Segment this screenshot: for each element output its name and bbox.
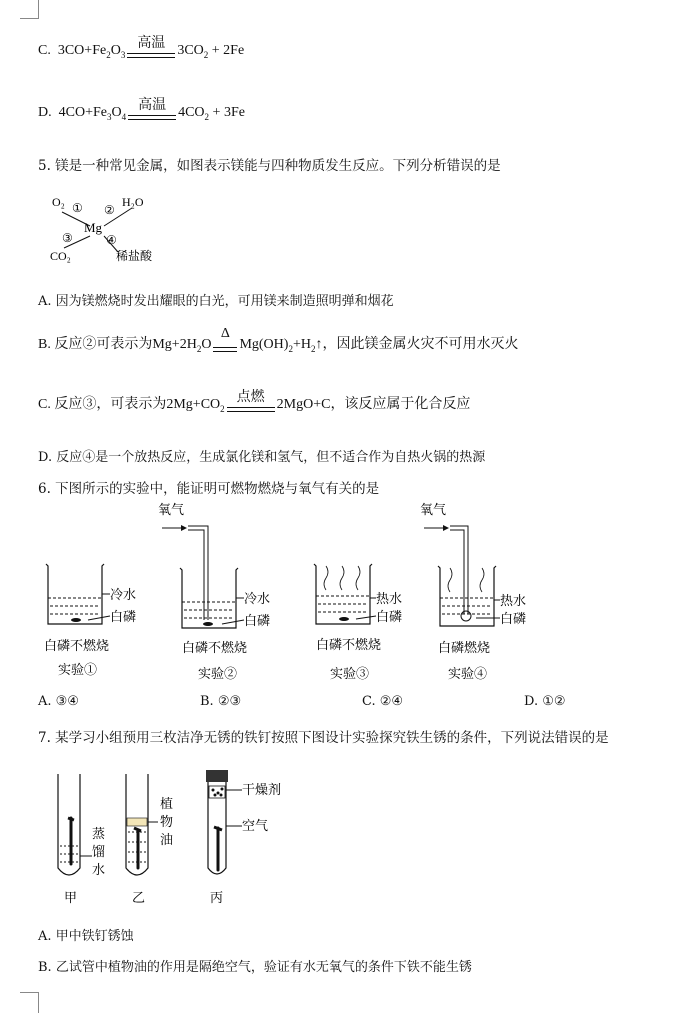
beaker: [438, 566, 496, 626]
q6-option-c: C. ②④: [362, 694, 404, 709]
q7-option-a: A. 甲中铁钉锈蚀: [38, 929, 134, 944]
q5-option-d: D. 反应④是一个放热反应，生成氯化镁和氢气，但不适合作为自热火锅的热源: [38, 450, 486, 465]
experiment-4: [420, 502, 526, 681]
condition-text: Δ: [220, 326, 230, 341]
label-cold-water: 冷水: [110, 587, 137, 602]
test-tube: [58, 774, 80, 875]
q4-option-d: [38, 100, 245, 126]
subscript: 2: [106, 50, 111, 61]
q6-option-b: B. ②③: [200, 694, 242, 709]
steam-icon: [324, 566, 328, 590]
white-phosphorus: [71, 618, 81, 622]
label-acid: 稀盐酸: [116, 249, 153, 263]
label-distilled-2: 馏: [92, 844, 106, 859]
result-text: 白磷不燃烧: [44, 638, 110, 653]
label-white-phosphorus: 白磷: [110, 609, 137, 624]
reaction-condition: [125, 38, 177, 64]
white-phosphorus: [203, 622, 213, 626]
gas-arrow: ↑: [315, 337, 323, 353]
label-mg: Mg: [84, 220, 103, 235]
q5-option-a: A. 因为镁燃烧时发出耀眼的白光，可用镁来制造照明弹和烟花: [38, 294, 394, 309]
equation-part: O: [201, 337, 212, 353]
equation-part: 2MgO+C: [276, 397, 331, 413]
subscript: 2: [288, 344, 293, 355]
q5-option-b: [38, 326, 519, 358]
label-distilled-3: 水: [92, 862, 106, 877]
option-text: C. 反应③，可表示为: [38, 397, 167, 413]
experiment-2: [158, 502, 270, 681]
equation-part: 2Mg+CO: [166, 397, 221, 413]
steam-icon: [448, 568, 452, 592]
q4-option-c: [38, 38, 244, 64]
option-label: C.: [38, 43, 51, 59]
result-text: 白磷不燃烧: [316, 637, 382, 652]
reaction-condition: [126, 100, 178, 126]
experiment-name: 实验③: [330, 666, 370, 681]
option-text: B. 反应②可表示为: [38, 337, 153, 353]
option-text: ，该反应属于化合反应: [330, 397, 471, 413]
result-text: 白磷不燃烧: [182, 640, 248, 655]
label-white-phosphorus: 白磷: [244, 613, 271, 628]
experiment-name: 实验②: [198, 666, 238, 681]
subscript: 3: [106, 112, 112, 123]
q6-option-d: D. ①②: [524, 694, 566, 709]
corner-mark-top-left: [20, 0, 39, 19]
label-h2o: H₂O: [122, 195, 144, 209]
equation-part: + 2Fe: [208, 43, 245, 59]
label-oil-1: 植: [160, 796, 174, 811]
combustion-experiments-figure: [36, 500, 556, 690]
tube-jia: [58, 774, 105, 905]
subscript: 2: [204, 112, 210, 123]
white-phosphorus: [339, 617, 349, 621]
q5-stem: 5. 镁是一种常见金属，如图表示镁能与四种物质发生反应。下列分析错误的是: [38, 158, 501, 174]
beaker: [314, 564, 372, 624]
subscript: 2: [203, 50, 209, 61]
result-text: 白磷燃烧: [438, 640, 491, 655]
label-hot-water: 热水: [500, 593, 527, 608]
label-o2: O₂: [52, 195, 65, 209]
equation-part: Mg(OH): [239, 337, 289, 353]
label-air: 空气: [242, 818, 269, 833]
reaction-condition: [211, 326, 239, 358]
iron-rust-figure: [40, 760, 300, 910]
q6-stem: 6. 下图所示的实验中，能证明可燃物燃烧与氧气有关的是: [38, 481, 380, 497]
burning-phosphorus: [461, 611, 471, 621]
label-yi: 乙: [132, 890, 146, 905]
q7-stem: 7. 某学习小组预用三枚洁净无锈的铁钉按照下图设计实验探究铁生锈的条件，下列说法错误的是: [38, 730, 609, 746]
label-bing: 丙: [210, 890, 224, 905]
subscript: 4: [121, 112, 127, 123]
option-label: D.: [38, 105, 52, 121]
label-oil-3: 油: [160, 832, 174, 847]
oil-layer: [127, 818, 147, 826]
subscript: 2: [310, 344, 316, 355]
tube-bing: [206, 770, 281, 905]
label-white-phosphorus: 白磷: [376, 609, 403, 624]
mg-reaction-diagram: [40, 186, 180, 268]
label-jia: 甲: [64, 890, 78, 905]
label-n4: ④: [106, 233, 117, 247]
experiment-1: [44, 564, 136, 677]
equation-part: 3CO+Fe: [57, 43, 107, 59]
condition-text: 高温: [137, 36, 166, 51]
label-co2: CO₂: [50, 249, 71, 263]
experiment-name: 实验④: [448, 666, 488, 681]
label-cold-water: 冷水: [244, 591, 271, 606]
stopper: [206, 770, 228, 782]
subscript: 2: [220, 404, 225, 415]
label-white-phosphorus: 白磷: [500, 611, 527, 626]
equation-part: O: [110, 43, 121, 59]
label-distilled-1: 蒸: [92, 826, 106, 841]
label-oil-2: 物: [160, 814, 174, 829]
reaction-condition: [225, 392, 277, 418]
equation-part: +H: [292, 337, 311, 353]
label-n1: ①: [72, 201, 83, 215]
label-desiccant: 干燥剂: [242, 782, 282, 797]
experiment-name: 实验①: [58, 662, 98, 677]
equation-part: 4CO+Fe: [58, 105, 107, 121]
tube-yi: [126, 774, 173, 905]
option-text: ，因此镁金属火灾不可用水灭火: [322, 337, 519, 353]
experiment-3: [314, 564, 402, 681]
beaker: [180, 568, 238, 628]
equation-part: 4CO: [178, 105, 205, 121]
equation-part: Mg+2H: [152, 337, 197, 353]
q5-option-c: [38, 392, 470, 418]
subscript: 3: [120, 50, 126, 61]
label-n2: ②: [104, 203, 115, 217]
q7-option-b: B. 乙试管中植物油的作用是隔绝空气，验证有水无氧气的条件下铁不能生锈: [38, 960, 472, 975]
q6-option-a: A. ③④: [38, 694, 79, 709]
condition-text: 点燃: [236, 390, 265, 405]
beaker: [46, 564, 104, 624]
equation-part: O: [111, 105, 122, 121]
corner-mark-bottom-left: [20, 992, 39, 1013]
label-hot-water: 热水: [376, 591, 403, 606]
label-n3: ③: [62, 231, 73, 245]
equation-part: 3CO: [177, 43, 204, 59]
label-oxygen: 氧气: [158, 502, 185, 517]
label-oxygen: 氧气: [420, 502, 447, 517]
subscript: 2: [196, 344, 202, 355]
condition-text: 高温: [138, 98, 167, 113]
equation-part: + 3Fe: [209, 105, 245, 121]
